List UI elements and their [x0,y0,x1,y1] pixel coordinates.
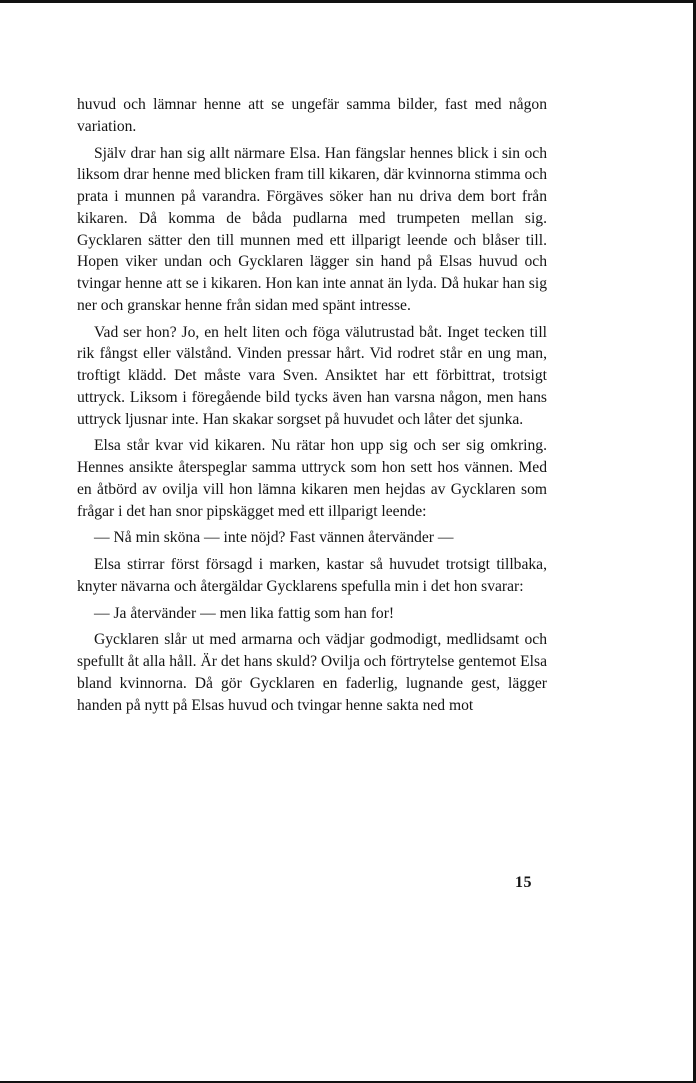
paragraph-4: Elsa står kvar vid kikaren. Nu rätar hon upp sig och ser sig omkring. Hennes ansikte återspeglar samma uttryck som hon sett hos vännen. Med en åtbörd av ovilja vill hon lämna kikaren men hejdas av Gycklaren som frågar i det han snor pipskägget med ett illparigt leende: [77,437,547,520]
paragraph-6: Gycklaren slår ut med armarna och vädjar godmodigt, medlidsamt och spefullt åt alla håll. Är det hans skuld? Ovilja och förtrytelse gentemot Elsa bland kvinnorna. Då gör Gycklaren en faderlig, lugnande gest, lägger handen på nytt på Elsas huvud och tvingar henne sakta ned mot [77,631,547,714]
page-number: 15 [515,874,532,891]
paragraph-3: Vad ser hon? Jo, en helt liten och föga välutrustad båt. Inget tecken till rik fångst eller välstånd. Vinden pressar hårt. Vid rodret står en ung man, troftigt klädd. Det måste vara Sven. Ansiktet har ett förbittrat, trotsigt uttryck. Liksom i föregående bild tycks även han varsna någon, men hans uttryck ljusnar inte. Han skakar sorgset på huvudet och låter det sjunka. [77,323,547,428]
dialogue-line-1: — Nå min sköna — inte nöjd? Fast vännen återvänder — [94,529,454,547]
paragraph-2: Själv drar han sig allt närmare Elsa. Han fängslar hennes blick i sin och liksom drar henne med blicken fram till kikaren, där kvinnorna stimma och prata i munnen på varandra. Förgäves söker han nu driva dem bort från kikaren. Då komma de båda pudlarna med trumpeten mellan sig. Gycklaren sätter den till munnen med ett illparigt leende och blåser till. Hopen viker undan och Gycklaren lägger sin hand på Elsas huvud och tvingar henne att se i kikaren. Hon kan inte annat än lyda. Då hukar han sig ner och granskar henne från sidan med spänt intresse. [77,144,547,314]
paragraph-1: huvud och lämnar henne att se ungefär samma bilder, fast med någon variation. [77,96,547,135]
dialogue-line-2: — Ja återvänder — men lika fattig som han for! [94,604,395,622]
paragraph-5: Elsa stirrar först försagd i marken, kastar så huvudet trotsigt tillbaka, knyter nävarna och återgäldar Gycklarens spefulla min i det hon svarar: [77,556,547,595]
page-border-top [0,0,696,3]
body-text [77,94,547,716]
